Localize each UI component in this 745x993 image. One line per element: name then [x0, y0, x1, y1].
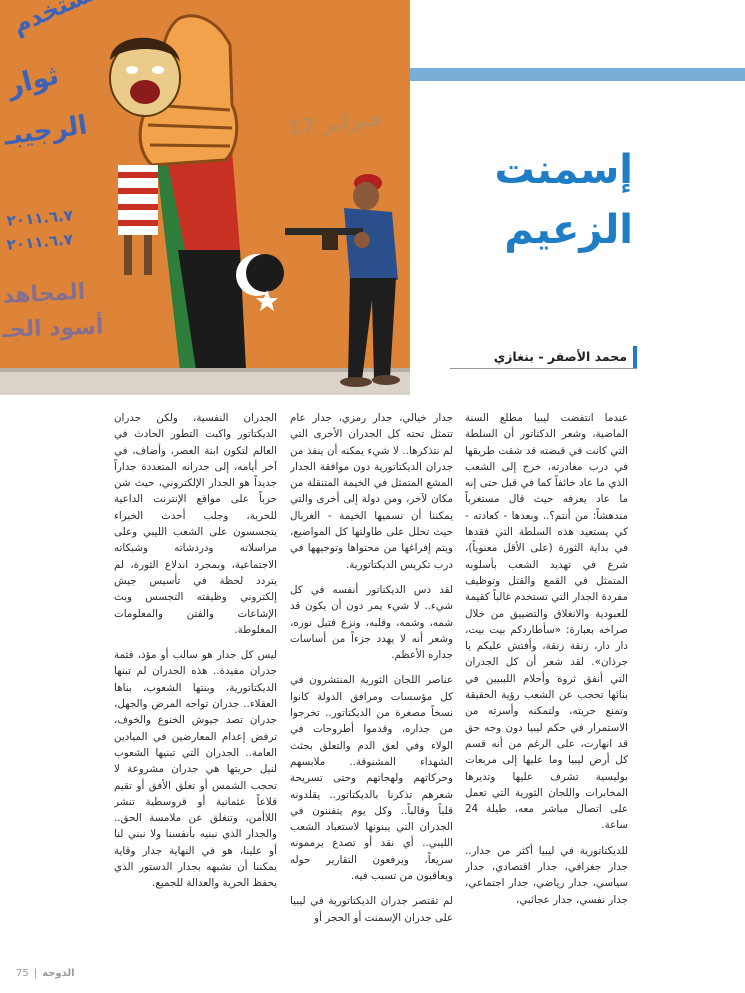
header-rule: [410, 68, 745, 81]
page-number: 75: [16, 968, 29, 979]
paragraph: الجدران النفسية، ولكن جدران الديكتاتور واكبت التطور الحادث في العالم لتكون ابنة العصر، وأضاف، في آخر أيامه، إلى جدرانه المتعددة جداراً جديداً هو الجدار الإلكتروني، حيث شن حرباً على مواقع الإنترنت الداعية للحرية، وجلب أحدث الخبراء يتجسسون على الشعب الليبي وعلى مراسلاته ودردشاته وشبكاته الاجتماعية، وبمجرد اندلاع الثورة، لم يتردد لحظة في تأسيس جيش إلكتروني وظيفته التجسس وبث الإشاعات والفتن والمعلومات المغلوطة.: [114, 412, 277, 636]
paragraph: لم تقتصر جدران الديكتاتورية في ليبيا على جدران الإسمنت أو الحجر أو: [290, 895, 453, 924]
paragraph: عندما انتفضت ليبيا مطلع السنة الماضية، وشعر الدكتاتور أن السلطة التي كانت في قبضته قد شقت طريقها في درب مغادرته، خرج إلى الشعب الذي ما عاد خائفاً كما في قبل حتى إنه ما عاد يعرفه حيث قال مستغرباً مندهشاً: من أنتم؟.. وبعدها - كعادته - كي يستعيد هذه السلطة التي فقدها في بداية الثورة (على الأقل معنوياً)، شرع في تهديد الشعب بأسلوبه المتمثل في القمع والقتل وتوظيف مفردة الجدار التي تستخدم غالباً كقيمة للعبودية والانغلاق والتضييق من خلال صراخه بعبارة: «سأطاردكم بيت بيت، دار دار، زنقة زنقة، وأفتش عليكم يا جرذان». لقد شعر أن كل الجدران التي أنفق ثروة وأحلام الليبيين في بنائها تحجب عن الشعب رؤية الحقيقة وتمنع حريته، ولتمكنه وأسرته من الاستمرار في حكم ليبيا دون وجه حق قد انهارت، على الرغم من أنه قسم كل أرض ليبيا وما عليها إلى مربعات بوليسية تشرف عليها وتديرها المخابرات واللجان الثورية التي تعمل على اتصال مباشر معه، طيلة 24 ساعة.: [465, 412, 628, 832]
byline-rule: [450, 368, 637, 369]
byline: محمد الأصفر - بنغازي: [450, 346, 637, 368]
text-column-2: [290, 410, 453, 955]
headline-line-1: إسمنت: [494, 147, 633, 193]
hero-photo: [0, 0, 410, 395]
paragraph: للديكتاتورية في ليبيا أكثر من جدار.. جدار جغرافي، جدار اقتصادي، جدار سياسي، جدار رياضي، جدار اجتماعي، جدار نفسي، جدار عجائبي،: [465, 844, 628, 906]
graffiti-date: ٢٠١١.٦.٧: [6, 206, 74, 230]
text-column-1: [465, 410, 628, 955]
paragraph: ليس كل جدار هو سالب أو مؤذ، فثمة جدران مفيدة.. هذه الجدران لم تبنها الديكتاتورية، وبنتها الشعوب، بناها العقلاء.. جدران تواجه المرض والجهل، جدران تصد جيوش الخنوع والخوف، ترفض إعدام المعارضين في الميادين العامة.. الجدران التي تبنيها الشعوب لنيل حريتها هي جدران مشروعة لا تحجب الشمس أو تغلق الأفق أو تقيم قلاعاً عثمانية أو قروسطية تنشر اللاأمن، وتنغلق عن ملامسة الحق.. والجدار الذي نبنيه بأنفسنا ولا نبني لنا أو علينا، هو في النهاية جدار وقاية يمكننا أن نشبهه بجدار الدستور الذي يحفظ الحرية والعدالة للجميع.: [114, 649, 277, 890]
graffiti-text: المجاهد: [2, 279, 86, 309]
graffiti-date: ٢٠١١.٦.٧: [6, 230, 74, 254]
graffiti-text: أسود الجـ: [2, 314, 104, 343]
magazine-name: الدوحة: [42, 968, 75, 979]
paragraph: لقد دس الديكتاتور أنفسه في كل شيء.. لا شيء يمر دون أن يكون قد شمه، وشمه، وقلبه، ونزع فتيل نوره، وشعر أنه لا يهدد جزءاً من أساسات جداره الأعظم.: [290, 583, 453, 662]
graffiti-text: فبراير 17: [286, 106, 384, 140]
paragraph: جدار خيالي، جدار رمزي، جدار عام تتمثل تحته كل الجدران الأخرى التي لم نتذكرها.. لا شيء يمكنه أن ينفذ من جدران الديكتاتورية دون موافقة الجدار المشع المتمثل في الخيمة المتنقلة من مكان لآخر، ومن دولة إلى أخرى والتي يمكننا أن نسميها الخيمة - الغربال حيث تحلل على طاولتها كل المواضيع، ويتم إفراغها من محتواها وتوجيهها في درب تكريس الديكتاتورية.: [290, 412, 453, 571]
text-column-3: [114, 410, 277, 955]
article-headline: [403, 140, 633, 260]
paragraph: عناصر اللجان الثورية المنتشرون في كل مؤسسات ومرافق الدولة كانوا نسخاً مصغرة من الديكتاتور.. تخرجوا من جداره، وقدموا أطروحات في الولاء وفي لعق الدم والتعلق بجثث الشهداء المشنوقة.. ملابسهم وحركاتهم ولهجاتهم وحتى تسريحة شعرهم تذكرنا بالديكتاتور.. يقلدونه قلباً وقالباً.. وكل يوم يتفننون في الجدران التي يبنونها لاستعباد الشعب الليبي.. أي نقد أو تصدع يرممونه سريعاً، ويرفعون التقارير حوله ويعاقبون من تسبب فيه.: [290, 674, 453, 883]
graffiti-text: الرجيبـ: [2, 110, 90, 152]
page-footer: 75 | الدوحة: [16, 968, 75, 979]
graffiti-text: ثوار: [4, 59, 62, 103]
headline-line-2: الزعيم: [504, 207, 633, 253]
